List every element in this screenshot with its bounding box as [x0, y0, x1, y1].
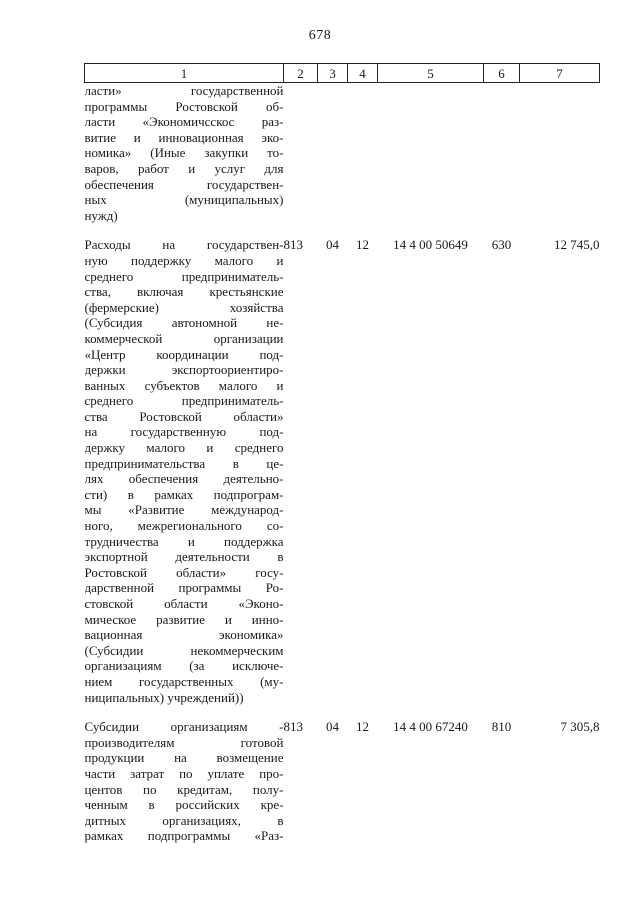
- description-line: предпринимательства в це-: [84, 455, 284, 471]
- description-line: мы «Развитие международ-: [84, 502, 284, 518]
- cell-ministry-code: 813: [283, 719, 303, 735]
- description-line: лях обеспечения деятельно-: [84, 471, 284, 487]
- cell-subsection: 12: [356, 719, 369, 735]
- description-line: ласти» государственной: [84, 83, 284, 98]
- description-line: производителям готовой: [84, 734, 284, 750]
- description-line: продукции на возмещение: [84, 750, 284, 766]
- description-line: дитных организациях, в: [84, 812, 284, 828]
- description-line: мическое развитие и инно-: [84, 611, 284, 627]
- table-row: [85, 83, 600, 224]
- description-line: дарственной программы Ро-: [84, 580, 284, 596]
- description-line: программы Ростовской об-: [84, 98, 284, 114]
- column-header-7: 7: [520, 64, 600, 83]
- table-row: [85, 719, 600, 844]
- description-line: варов, работ и услуг для: [84, 160, 284, 176]
- cell-amount: [520, 83, 600, 224]
- cell-subsection: 12: [356, 237, 369, 253]
- description-line: (Субсидия автономной не-: [84, 315, 284, 331]
- description-line: номика» (Иные закупки то-: [84, 145, 284, 161]
- description-line: ства Ростовской области»: [84, 408, 284, 424]
- cell-section: 04: [326, 237, 339, 253]
- description-line: среднего предприниматель-: [84, 393, 284, 409]
- description-line: «Центр координации под-: [84, 346, 284, 362]
- description-line: нием государственных (му-: [84, 673, 284, 689]
- description-line: (фермерские) хозяйства: [84, 299, 284, 315]
- column-header-3: 3: [318, 64, 348, 83]
- column-header-5: 5: [378, 64, 484, 83]
- description-line: Субсидии организациям -: [84, 719, 284, 735]
- page-number: 678: [308, 28, 332, 43]
- column-header-6: 6: [484, 64, 520, 83]
- table-row: [85, 237, 600, 705]
- column-header-4: 4: [348, 64, 378, 83]
- description-line: части затрат по уплате про-: [84, 765, 284, 781]
- cell-section: [318, 83, 348, 224]
- description-line: держки экспортоориентиро-: [84, 362, 284, 378]
- description-line: среднего предприниматель-: [84, 268, 284, 284]
- row-description: [85, 719, 284, 844]
- cell-subsection: [348, 83, 378, 224]
- description-line: вационная экономика»: [84, 627, 284, 643]
- description-line: ниципальных) учреждений)): [84, 689, 244, 705]
- description-line: Ростовской области» госу-: [84, 564, 284, 580]
- description-line: ную поддержку малого и: [84, 252, 284, 268]
- cell-target-article: [378, 83, 484, 224]
- cell-amount: 7 305,8: [560, 719, 600, 735]
- cell-amount: 12 745,0: [554, 237, 600, 253]
- description-line: организациям (за исключе-: [84, 658, 284, 674]
- description-line: центов по кредитам, полу-: [84, 781, 284, 797]
- cell-expense-type: 810: [491, 719, 512, 735]
- description-line: (Субсидии некоммерческим: [84, 642, 284, 658]
- cell-ministry-code: [284, 83, 318, 224]
- description-line: стовской области «Эконо-: [84, 596, 284, 611]
- cell-section: 04: [326, 719, 339, 735]
- description-line: витие и инновационная эко-: [84, 129, 284, 145]
- description-line: держку малого и среднего: [84, 440, 284, 456]
- description-line: обеспечения государствен-: [84, 176, 284, 192]
- description-line: нужд): [84, 207, 118, 223]
- description-line: трудничества и поддержка: [84, 533, 284, 549]
- description-line: ченным в российских кре-: [84, 797, 284, 813]
- column-header-1: 1: [85, 64, 284, 83]
- description-line: ства, включая крестьянские: [84, 284, 284, 300]
- row-description: [85, 237, 284, 705]
- cell-target-article: 14 4 00 67240: [393, 719, 468, 735]
- description-line: коммерческой организации: [84, 330, 284, 346]
- description-line: рамках подпрограммы «Раз-: [84, 828, 284, 844]
- description-line: ванных субъектов малого и: [84, 377, 284, 393]
- description-line: экспортной деятельности в: [84, 549, 284, 565]
- description-line: сти) в рамках подпрограм-: [84, 486, 284, 502]
- description-line: ласти «Экономичсскос раз-: [84, 114, 284, 130]
- cell-ministry-code: 813: [283, 237, 303, 253]
- column-header-2: 2: [284, 64, 318, 83]
- cell-target-article: 14 4 00 50649: [393, 237, 468, 253]
- row-description: [85, 83, 284, 224]
- description-line: на государственную под-: [84, 424, 284, 440]
- table-header-row: [85, 64, 600, 83]
- cell-expense-type: [484, 83, 520, 224]
- cell-expense-type: 630: [491, 237, 512, 253]
- description-line: ных (муниципальных): [84, 192, 284, 208]
- description-line: Расходы на государствен-: [84, 237, 284, 253]
- budget-table: [84, 63, 600, 844]
- description-line: ного, межрегионального со-: [84, 518, 284, 534]
